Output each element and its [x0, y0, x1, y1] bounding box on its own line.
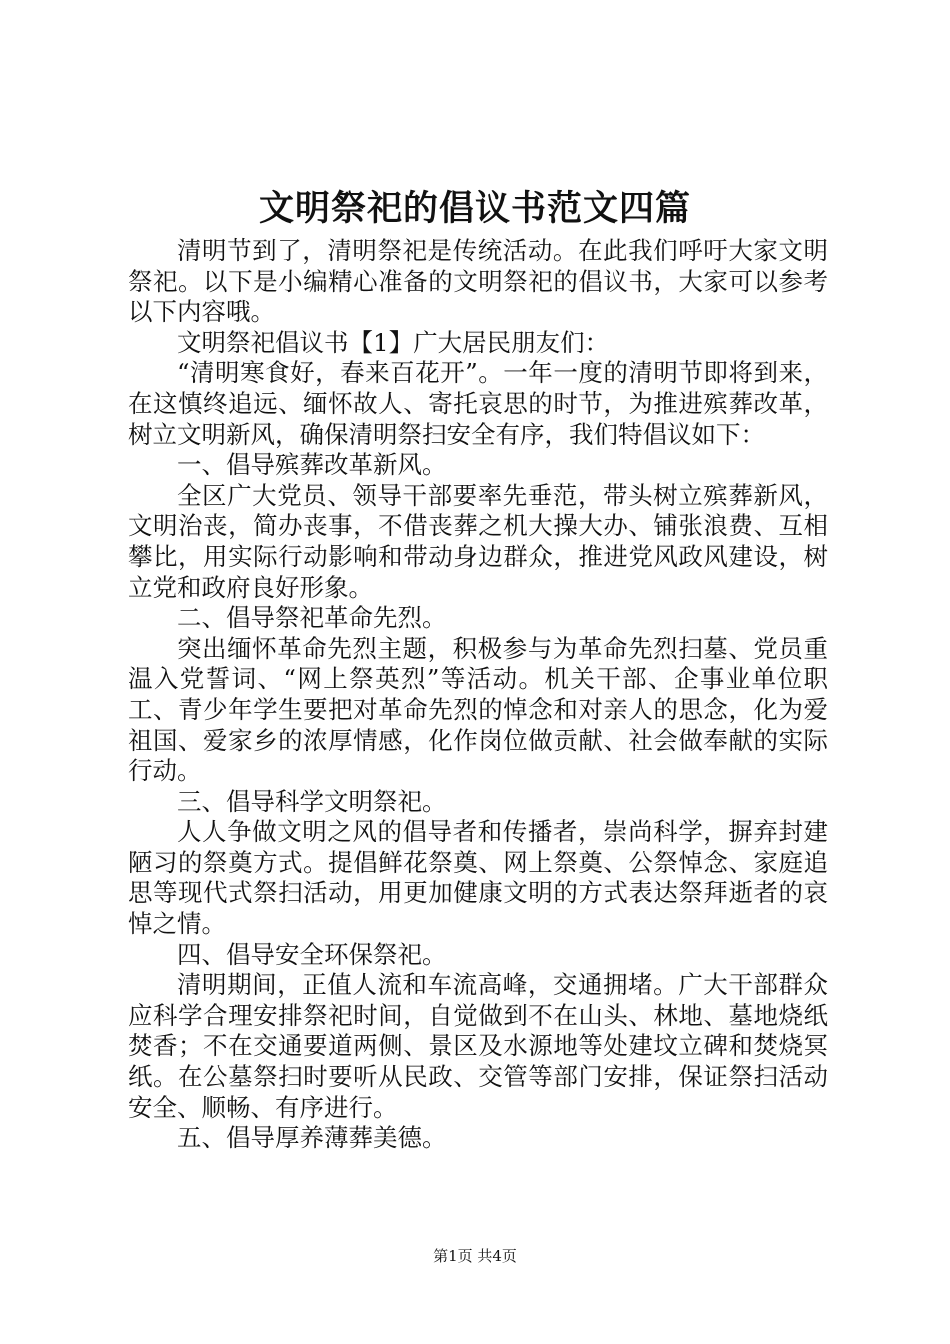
paragraph-section-2: 突出缅怀革命先烈主题，积极参与为革命先烈扫墓、党员重温入党誓词、“网上祭英烈”等活动。机关干部、企事业单位职工、青少年学生要把对革命先烈的悼念和对亲人的思念，化为爱祖国、爱家乡的浓厚情感，化作岗位做贡献、社会做奉献的实际行动。 [128, 633, 828, 786]
section-heading-1: 一、倡导殡葬改革新风。 [177, 450, 447, 480]
paragraph-section-3: 人人争做文明之风的倡导者和传播者，崇尚科学，摒弃封建陋习的祭奠方式。提倡鲜花祭奠、网上祭奠、公祭悼念、家庭追思等现代式祭扫活动，用更加健康文明的方式表达祭拜逝者的哀悼之情。 [128, 817, 828, 939]
section-heading-4: 四、倡导安全环保祭祀。 [177, 939, 447, 969]
page-footer: 第1页 共4页 [433, 1247, 517, 1265]
section-heading-3: 三、倡导科学文明祭祀。 [177, 786, 447, 816]
paragraph-section-1: 全区广大党员、领导干部要率先垂范，带头树立殡葬新风，文明治丧，简办丧事，不借丧葬之机大操大办、铺张浪费、互相攀比，用实际行动影响和带动身边群众，推进党风政风建设，树立党和政府良好形象。 [128, 480, 828, 602]
section-heading-2: 二、倡导祭祀革命先烈。 [177, 603, 447, 633]
document-title: 文明祭祀的倡议书范文四篇 [258, 188, 691, 229]
paragraph-section-4: 清明期间，正值人流和车流高峰，交通拥堵。广大干部群众应科学合理安排祭祀时间，自觉做到不在山头、林地、墓地烧纸焚香；不在交通要道两侧、景区及水源地等处建坟立碑和焚烧冥纸。在公墓祭扫时要听从民政、交管等部门安排，保证祭扫活动安全、顺畅、有序进行。 [128, 970, 828, 1122]
document-body [128, 236, 828, 1154]
paragraph-intro: 清明节到了，清明祭祀是传统活动。在此我们呼吁大家文明祭祀。以下是小编精心准备的文明祭祀的倡议书，大家可以参考以下内容哦。 [128, 236, 828, 327]
paragraph-opening: “清明寒食好，春来百花开”。一年一度的清明节即将到来，在这慎终追远、缅怀故人、寄托哀思的时节，为推进殡葬改革，树立文明新风，确保清明祭扫安全有序，我们特倡议如下： [128, 358, 828, 449]
paragraph-salutation: 文明祭祀倡议书【1】广大居民朋友们： [177, 327, 610, 357]
section-heading-5: 五、倡导厚养薄葬美德。 [177, 1123, 447, 1153]
